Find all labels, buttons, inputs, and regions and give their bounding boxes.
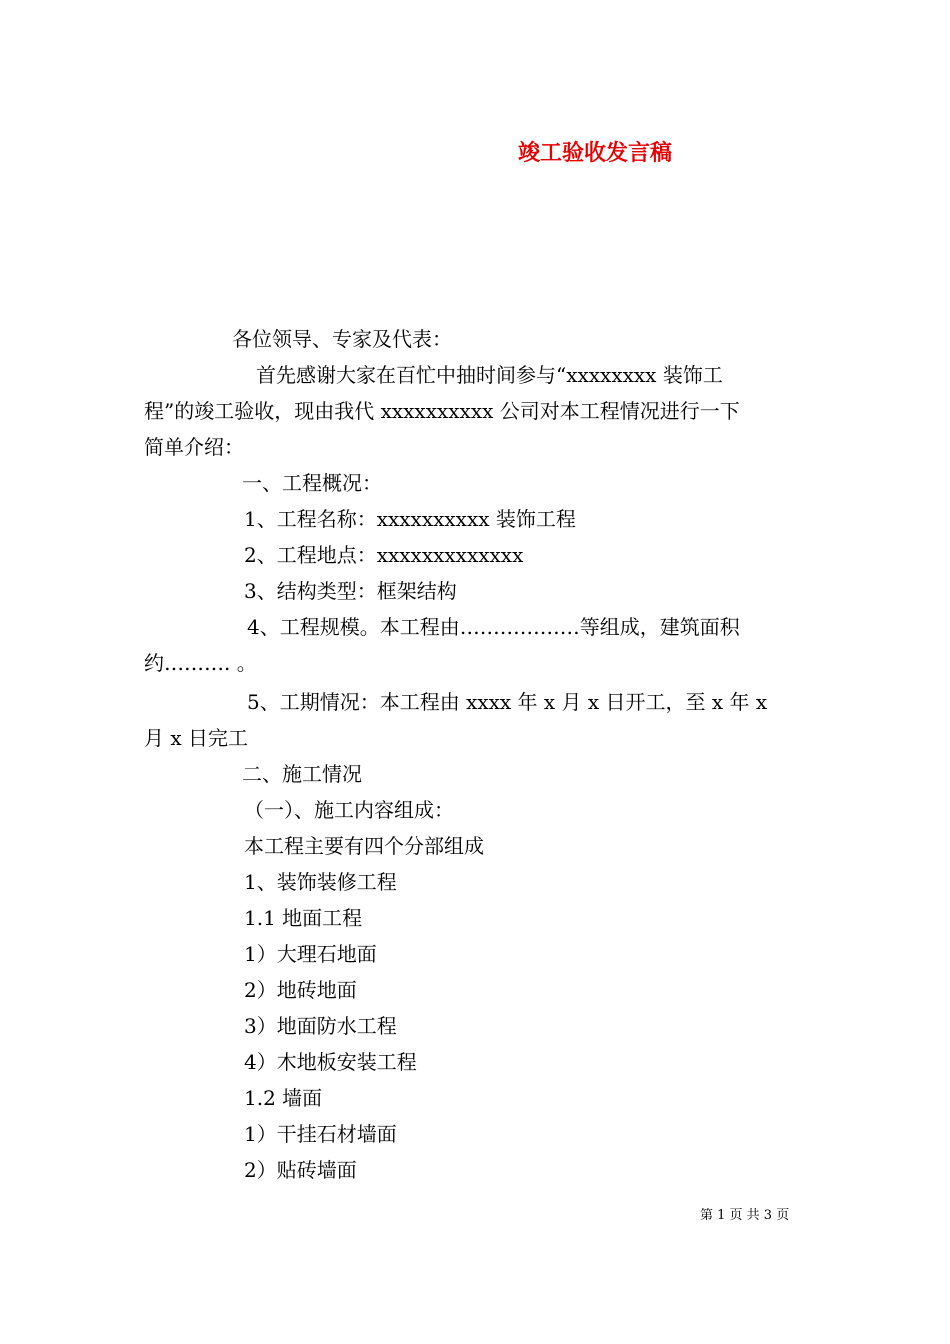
text-line: 4、工程规模。本工程由………………等组成，建筑面积 — [247, 615, 740, 639]
text-line: 2、工程地点：xxxxxxxxxxxxx — [244, 543, 524, 567]
text-line: 月 x 日完工 — [144, 726, 248, 750]
text-line: 3、结构类型：框架结构 — [244, 579, 457, 603]
text-line: 本工程主要有四个分部组成 — [244, 834, 484, 858]
text-line: （一）、施工内容组成： — [244, 798, 454, 822]
text-line: 1）干挂石材墙面 — [244, 1122, 397, 1146]
page-footer: 第 1 页 共 3 页 — [700, 1208, 790, 1223]
section-heading: 二、施工情况 — [242, 762, 362, 786]
text-line: 简单介绍： — [144, 435, 244, 459]
section-heading: 一、工程概况： — [242, 471, 382, 495]
text-line: 1.2 墙面 — [244, 1086, 323, 1110]
text-line: 1）大理石地面 — [244, 942, 377, 966]
text-line: 首先感谢大家在百忙中抽时间参与“xxxxxxxx 装饰工 — [256, 363, 723, 387]
text-line: 4）木地板安装工程 — [244, 1050, 417, 1074]
text-line: 约………. 。 — [144, 651, 257, 675]
text-line: 2）地砖地面 — [244, 978, 357, 1002]
text-line: 1、工程名称：xxxxxxxxxx 装饰工程 — [244, 507, 576, 531]
text-line: 1.1 地面工程 — [244, 906, 363, 930]
text-line: 5、工期情况：本工程由 xxxx 年 x 月 x 日开工，至 x 年 x — [247, 690, 768, 714]
document-title: 竣工验收发言稿 — [517, 140, 672, 166]
text-line: 1、装饰装修工程 — [244, 870, 397, 894]
text-line: 各位领导、专家及代表： — [232, 327, 452, 351]
text-line: 2）贴砖墙面 — [244, 1158, 357, 1182]
text-line: 3）地面防水工程 — [244, 1014, 397, 1038]
text-line: 程”的竣工验收，现由我代 xxxxxxxxxx 公司对本工程情况进行一下 — [144, 399, 740, 423]
